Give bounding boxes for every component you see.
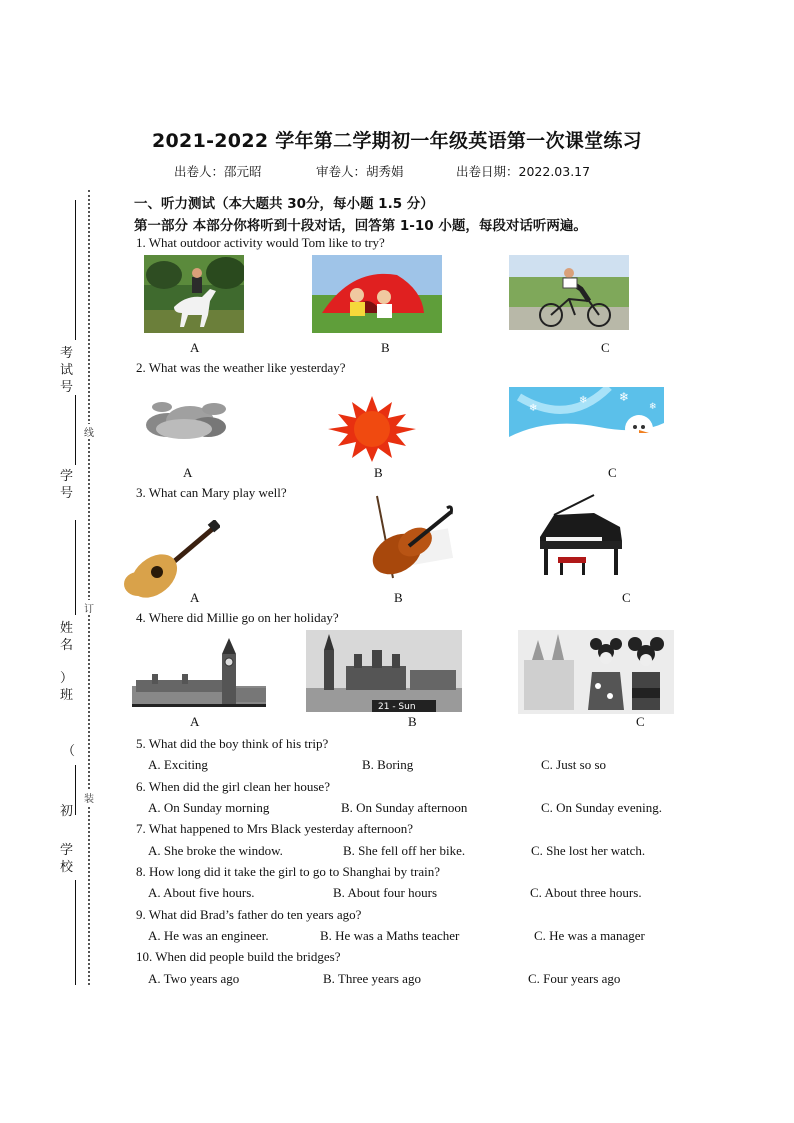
svg-text:❄: ❄ [619, 390, 630, 404]
cloudy-icon [138, 395, 230, 445]
question-3: 3. What can Mary play well? [136, 485, 287, 500]
q6-option-b: B. On Sunday afternoon [341, 800, 468, 815]
question-6: 6. When did the girl clean her house? [136, 779, 330, 794]
author-info: 出卷人：邵元昭 [174, 164, 262, 179]
name-label: 姓名 [60, 621, 74, 653]
seal-bind-char: 订 [84, 600, 94, 615]
binding-solid-line-2 [75, 395, 76, 465]
q3-option-b: B [394, 590, 403, 605]
sunny-icon [326, 396, 418, 462]
violin-picture [349, 494, 453, 580]
q8-option-b: B. About four hours [333, 885, 437, 900]
q4-option-c: C [636, 714, 645, 729]
q9-option-c: C. He was a manager [534, 928, 645, 943]
q3-option-c: C [622, 590, 631, 605]
reviewer-info: 审卷人：胡秀娟 [316, 164, 404, 179]
question-1: 1. What outdoor activity would Tom like to try? [136, 235, 385, 250]
guitar-picture [124, 520, 220, 598]
q7-option-b: B. She fell off her bike. [343, 843, 466, 858]
q7-option-a: A. She broke the window. [148, 843, 283, 858]
q10-option-c: C. Four years ago [528, 971, 621, 986]
date-info: 出卷日期：2022.03.17 [456, 164, 591, 179]
class-label: ）班 [60, 671, 74, 703]
question-2: 2. What was the weather like yesterday? [136, 360, 346, 375]
question-8: 8. How long did it take the girl to go to Shanghai by train? [136, 864, 441, 879]
q5-option-c: C. Just so so [541, 757, 607, 772]
q8-option-a: A. About five hours. [148, 885, 255, 900]
exam-number-label: 考试号 [60, 346, 74, 395]
question-5: 5. What did the boy think of his trip? [136, 736, 329, 751]
question-7: 7. What happened to Mrs Black yesterday afternoon? [136, 821, 413, 836]
q2-option-b: B [374, 465, 383, 480]
q5-option-a: A. Exciting [148, 757, 208, 772]
school-label: 学校 [60, 843, 74, 875]
seal-line-char: 线 [84, 424, 94, 439]
q10-option-a: A. Two years ago [148, 971, 240, 986]
binding-solid-line-3 [75, 520, 76, 615]
question-9: 9. What did Brad’s father do ten years ago? [136, 907, 362, 922]
question-4: 4. Where did Millie go on her holiday? [136, 610, 339, 625]
part-instructions: 第一部分 本部分你将听到十段对话，回答第 1-10 小题，每段对话听两遍。 [134, 218, 587, 234]
svg-text:❄: ❄ [529, 403, 538, 414]
seal-dotted-line [88, 190, 90, 985]
q8-option-c: C. About three hours. [530, 885, 642, 900]
binding-solid-line-5 [75, 880, 76, 985]
disneyland-picture [518, 630, 674, 714]
q9-option-a: A. He was an engineer. [148, 928, 269, 943]
london-big-ben-picture [132, 636, 266, 708]
q7-option-c: C. She lost her watch. [531, 843, 646, 858]
moscow-red-square-picture [306, 630, 462, 712]
q9-option-b: B. He was a Maths teacher [320, 928, 460, 943]
q4-option-b: B [408, 714, 417, 729]
svg-text:❄: ❄ [649, 402, 657, 412]
q1-option-c: C [601, 340, 610, 355]
snowy-icon [509, 387, 664, 455]
q6-option-a: A. On Sunday morning [148, 800, 270, 815]
piano-picture [534, 493, 626, 581]
q5-option-b: B. Boring [362, 757, 414, 772]
binding-solid-line-1 [75, 200, 76, 340]
question-10: 10. When did people build the bridges? [136, 949, 341, 964]
grade-label: 初 [60, 804, 74, 819]
section-title: 一、听力测试（本大题共 30分，每小题 1.5 分） [134, 196, 434, 212]
class-open-paren: （ [62, 744, 76, 759]
camping-tent-photo [312, 255, 442, 333]
q1-option-b: B [381, 340, 390, 355]
q4-option-a: A [190, 714, 200, 729]
page-title: 2021-2022 学年第二学期初一年级英语第一次课堂练习 [152, 130, 642, 152]
q2-option-a: A [183, 465, 193, 480]
student-number-label: 学号 [60, 469, 74, 501]
seal-pack-char: 装 [84, 790, 94, 805]
svg-text:❄: ❄ [579, 395, 588, 406]
q1-option-a: A [190, 340, 200, 355]
horse-riding-photo [144, 255, 244, 333]
q2-option-c: C [608, 465, 617, 480]
cycling-photo [509, 255, 629, 330]
q10-option-b: B. Three years ago [323, 971, 421, 986]
q6-option-c: C. On Sunday evening. [541, 800, 662, 815]
moscow-caption: 21 - Sun [378, 702, 416, 712]
q3-option-a: A [190, 590, 200, 605]
